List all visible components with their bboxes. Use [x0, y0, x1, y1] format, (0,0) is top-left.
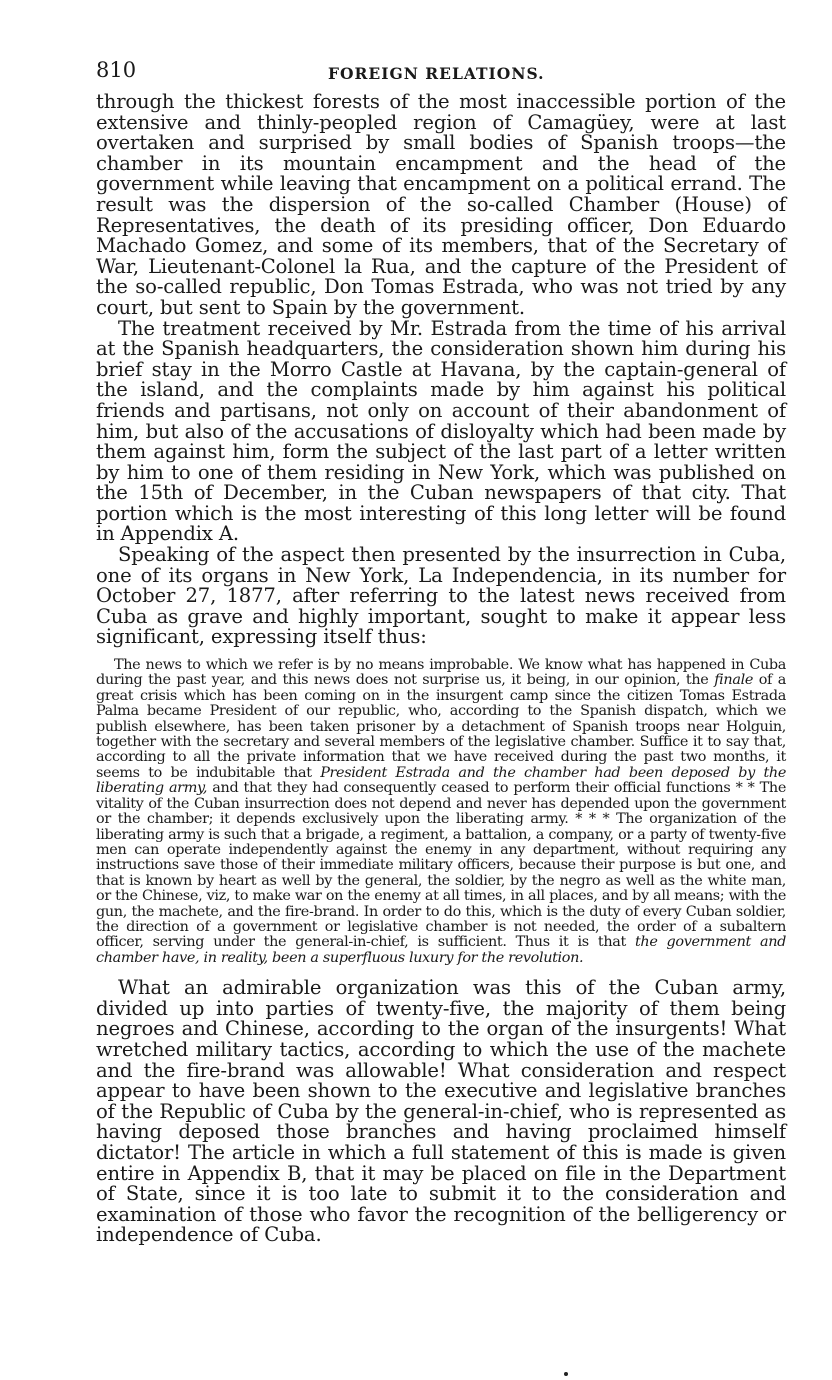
- paragraph-estrada-treatment: The treatment received by Mr. Estrada from the time of his arrival at the Spanish headquarters, the consideration shown him during his brief stay in the Morro Castle at Havana, by the captain-general of the island, and the complaints made by him against his political friends and partisans, not only on account of their abandonment of him, but also of the accusations of disloyalty which had been made by them against him, form the subject of the last part of a letter written by him to one of them residing in New York, which was published on the 15th of December, in the Cuban newspapers of that city. That portion which is the most interesting of this long letter will be found in Appendix A.: [96, 316, 786, 546]
- quote-text-2: of a great crisis which has been coming on in the insurgent camp since the citizen Tomas Estrada Palma became President of our republic, who, according to the Spanish dispatch, which we publish elsewhere, has been taken prisoner by a detachment of Spanish troops near Holguin, together with the secretary and several members of the legislative chamber. Suffice it to say that, according to all the private information that we have received during the past two months, it seems to be indubitable that: [96, 672, 787, 781]
- body-text-after-quote: [96, 978, 786, 1246]
- page-header: [96, 58, 786, 92]
- quote-italic-luxury: the government and chamber have, in reality, been a superfluous luxury for the revolution.: [96, 934, 786, 966]
- paragraph-organization: What an admirable organization was this of the Cuban army, divided up into parties of twenty-five, the majority of them being negroes and Chinese, according to the organ of the insurgents! What wretched military tactics, according to which the use of the machete and the fire-brand was allowable! What consideration and respect appear to have been shown to the executive and legislative branches of the Republic of Cuba by the general-in-chief, who is represented as having deposed those branches and having proclaimed himself dictator! The article in which a full statement of this is made is given entire in Appendix B, that it may be placed on file in the Department of State, since it is too late to submit it to the consideration and examination of those who favor the recognition of the belligerency or independence of Cuba.: [96, 976, 786, 1247]
- paragraph-continuation: through the thickest forests of the most inaccessible portion of the extensive and thinly-peopled region of Camagüey, were at last overtaken and surprised by small bodies of Spanish troops—the chamber in its mountain encampment and the head of the government while leaving that encampment on a political errand. The result was the dispersion of the so-called Chamber (House) of Representatives, the death of its presiding officer, Don Eduardo Machado Gomez, and some of its members, that of the Secretary of War, Lieutenant-Colonel la Rua, and the capture of the President of the so-called republic, Don Tomas Estrada, who was not tried by any court, but sent to Spain by the government.: [96, 90, 786, 319]
- document-page: [96, 58, 786, 1246]
- quote-text-1: The news to which we refer is by no means improbable. We know what has happened in Cuba during the past year, and this news does not surprise us, it being, in our opinion, the: [96, 657, 786, 689]
- page-number: 810: [96, 58, 137, 82]
- quote-italic-finale: finale: [714, 672, 753, 689]
- quote-paragraph: [96, 658, 786, 966]
- running-head: FOREIGN RELATIONS.: [328, 64, 545, 83]
- paragraph-independencia: Speaking of the aspect then presented by the insurrection in Cuba, one of its organs in New York, La Independencia, in its number for October 27, 1877, after referring to the latest news received from Cuba as grave and highly important, sought to make it appear less significant, expressing itself thus:: [96, 543, 786, 649]
- block-quote: [96, 658, 786, 966]
- quote-italic-deposed: President Estrada and the chamber had been deposed by the liberating army,: [96, 764, 786, 797]
- quote-text-3: and that they had consequently ceased to perform their official functions * * The vitality of the Cuban insurrection does not depend and never has depended upon the government or the chamber; it depends exclusively upon the liberating army. * * * The organization of the liberating army is such that a brigade, a regiment, a battalion, a company, or a party of twenty-five men can operate independently against the enemy in any department, without requiring any instructions save those of their immediate military officers, because their purpose is but one, and that is known by heart as well by the general, the soldier, by the negro as well as the white man, or the Chinese, viz, to make war on the enemy at all times, in all places, and by all means; with the gun, the machete, and the fire-brand. In order to do this, which is the duty of every Cuban soldier, the direction of a government or legislative chamber is not needed, the order of a subaltern officer, serving under the general-in-chief, is sufficient. Thus it is that: [96, 780, 786, 951]
- body-text: [96, 92, 786, 648]
- print-mark: [564, 1372, 568, 1376]
